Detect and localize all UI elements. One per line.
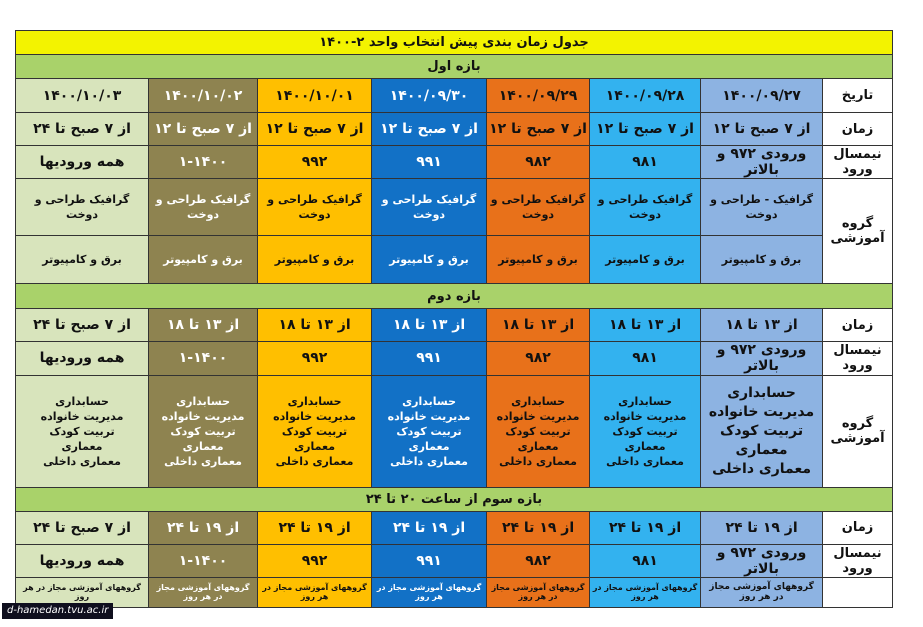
p3-time-cell-1 (701, 511, 823, 544)
p3-entry-cell-5 (258, 544, 372, 577)
p1-entry-cell-2-text: ۹۸۱ (632, 154, 658, 171)
date-cell-5 (258, 79, 372, 113)
p3-entry-cell-7 (16, 544, 149, 577)
schedule-table (15, 30, 893, 608)
p1-groupA-cell-3-text: گرافیک طراحی و دوخت (490, 193, 586, 222)
p3-group-cell-5-text: گروههای آموزشی مجاز در هر روز (262, 583, 367, 602)
p3-time-cell-2-text: از ۱۹ تا ۲۴ (608, 519, 682, 536)
p3-group-cell-7-text: گروههای آموزشی مجاز در هر روز (23, 583, 141, 602)
p1-groupB-cell-4-text: برق و کامپیوتر (389, 253, 469, 267)
p1-entry-cell-6 (149, 146, 258, 179)
p3-time-cell-6 (149, 511, 258, 544)
p1-time-cell-1 (701, 113, 823, 146)
p3-group-cell-2 (590, 577, 701, 607)
p3-entry-cell-4-text: ۹۹۱ (416, 552, 442, 569)
p2-group-cell-4 (372, 375, 487, 487)
p1-groupB-cell-6 (149, 236, 258, 284)
p1-time-cell-6-text: از ۷ صبح تا ۱۲ (154, 121, 252, 138)
date-cell-3 (487, 79, 590, 113)
p3-time-cell-3-text: از ۱۹ تا ۲۴ (501, 519, 575, 536)
p1-groupA-cell-6 (149, 179, 258, 236)
p3-time-cell-7-text: از ۷ صبح تا ۲۴ (33, 519, 131, 536)
p3-time-cell-6-text: از ۱۹ تا ۲۴ (166, 519, 240, 536)
date-cell-7 (16, 79, 149, 113)
row-label-entry-text: نیمسال ورود (833, 343, 882, 374)
row-label-entry-text: نیمسال ورود (833, 147, 882, 178)
p1-groupB-cell-6-text: برق و کامپیوتر (163, 253, 243, 267)
date-cell-1 (701, 79, 823, 113)
p1-entry-cell-7-text: همه ورودیها (39, 154, 125, 171)
p3-entry-cell-3-text: ۹۸۲ (525, 552, 551, 569)
p1-groupA-cell-7-text: گرافیک طراحی و دوخت (34, 193, 130, 222)
p1-groupA-cell-2-text: گرافیک طراحی و دوخت (597, 193, 693, 222)
p3-entry-cell-6-text: ۱-۱۴۰۰ (178, 552, 228, 569)
p2-group-cell-3 (487, 375, 590, 487)
date-cell-2-text: ۱۴۰۰/۰۹/۲۸ (605, 87, 685, 104)
date-cell-3-text: ۱۴۰۰/۰۹/۲۹ (498, 87, 578, 104)
p1-groupA-cell-7 (16, 179, 149, 236)
p3-time-cell-2 (590, 511, 701, 544)
p1-entry-cell-5 (258, 146, 372, 179)
p2-time-cell-7-text: از ۷ صبح تا ۲۴ (33, 317, 131, 334)
p1-time-cell-4 (372, 113, 487, 146)
date-cell-6-text: ۱۴۰۰/۱۰/۰۲ (163, 87, 243, 104)
p2-time-cell-2 (590, 309, 701, 342)
p1-entry-cell-6-text: ۱-۱۴۰۰ (178, 154, 228, 171)
p2-time-cell-4-text: از ۱۳ تا ۱۸ (392, 317, 466, 334)
date-cell-2 (590, 79, 701, 113)
p1-groupB-cell-1 (701, 236, 823, 284)
p2-group-cell-2 (590, 375, 701, 487)
date-cell-4-text: ۱۴۰۰/۰۹/۳۰ (389, 87, 469, 104)
p3-group-cell-1 (701, 577, 823, 607)
p2-time-cell-1 (701, 309, 823, 342)
p2-group-cell-4-text: حسابداری مدیریت خانواده تربیت کودک معماری معماری داخلی (387, 394, 471, 468)
p2-time-cell-1-text: از ۱۳ تا ۱۸ (725, 317, 798, 334)
p2-time-cell-7 (16, 309, 149, 342)
p1-time-cell-1-text: از ۷ صبح تا ۱۲ (712, 121, 811, 138)
p3-group-cell-3 (487, 577, 590, 607)
p3-group-cell-3-text: گروههای آموزشی مجاز در هر روز (491, 583, 585, 602)
p3-entry-cell-3 (487, 544, 590, 577)
p1-time-cell-3 (487, 113, 590, 146)
p2-entry-cell-4 (372, 342, 487, 375)
p1-entry-cell-1-text: ورودی ۹۷۲ و بالاتر (716, 146, 807, 179)
p2-entry-cell-1-text: ورودی ۹۷۲ و بالاتر (716, 342, 807, 375)
p2-group-cell-7 (16, 375, 149, 487)
p2-entry-cell-5 (258, 342, 372, 375)
p3-group-cell-5 (258, 577, 372, 607)
period3-header (16, 487, 893, 511)
p1-time-cell-7 (16, 113, 149, 146)
p1-time-cell-2 (590, 113, 701, 146)
p2-entry-cell-7 (16, 342, 149, 375)
row-label-time-text: زمان (841, 121, 874, 137)
row-label-group (823, 375, 893, 487)
row-label-time (823, 113, 893, 146)
date-cell-4 (372, 79, 487, 113)
p1-entry-cell-5-text: ۹۹۲ (301, 154, 328, 171)
p2-group-cell-7-text: حسابداری مدیریت خانواده تربیت کودک معماری معماری داخلی (40, 394, 124, 468)
p1-entry-cell-3 (487, 146, 590, 179)
p2-time-cell-2-text: از ۱۳ تا ۱۸ (608, 317, 682, 334)
row-label-time (823, 511, 893, 544)
p3-time-cell-4 (372, 511, 487, 544)
p2-time-cell-6-text: از ۱۳ تا ۱۸ (166, 317, 240, 334)
p3-entry-cell-7-text: همه ورودیها (39, 552, 125, 569)
p2-entry-cell-6 (149, 342, 258, 375)
p1-entry-cell-4-text: ۹۹۱ (416, 154, 442, 171)
p1-entry-cell-4 (372, 146, 487, 179)
p2-group-cell-5-text: حسابداری مدیریت خانواده تربیت کودک معماری معماری داخلی (273, 394, 356, 468)
p3-entry-cell-2-text: ۹۸۱ (632, 552, 658, 569)
p2-entry-cell-5-text: ۹۹۲ (301, 350, 328, 367)
p1-groupA-cell-6-text: گرافیک طراحی و دوخت (155, 193, 251, 222)
p1-time-cell-2-text: از ۷ صبح تا ۱۲ (596, 121, 694, 138)
row-label-group (823, 179, 893, 284)
p2-entry-cell-1 (701, 342, 823, 375)
p1-groupA-cell-1 (701, 179, 823, 236)
p1-time-cell-5 (258, 113, 372, 146)
p1-entry-cell-1 (701, 146, 823, 179)
p1-groupB-cell-3 (487, 236, 590, 284)
p2-time-cell-6 (149, 309, 258, 342)
p1-groupB-cell-7 (16, 236, 149, 284)
p1-groupA-cell-4-text: گرافیک طراحی و دوخت (381, 193, 477, 222)
p3-entry-cell-5-text: ۹۹۲ (301, 552, 328, 569)
p3-time-cell-7 (16, 511, 149, 544)
p3-group-cell-4-text: گروههای آموزشی مجاز در هر روز (376, 583, 482, 602)
p2-group-cell-3-text: حسابداری مدیریت خانواده تربیت کودک معماری معماری داخلی (496, 394, 580, 468)
p1-groupA-cell-5 (258, 179, 372, 236)
p3-entry-cell-6 (149, 544, 258, 577)
p2-entry-cell-6-text: ۱-۱۴۰۰ (178, 350, 228, 367)
table-title (16, 31, 893, 55)
p3-entry-cell-2 (590, 544, 701, 577)
p1-time-cell-3-text: از ۷ صبح تا ۱۲ (489, 121, 587, 138)
p2-group-cell-1 (701, 375, 823, 487)
period1-header (16, 55, 893, 79)
period2-header (16, 284, 893, 309)
p2-time-cell-4 (372, 309, 487, 342)
row-label-empty (823, 577, 893, 607)
p1-groupA-cell-1-text: گرافیک - طراحی و دوخت (710, 193, 813, 222)
p2-group-cell-2-text: حسابداری مدیریت خانواده تربیت کودک معماری معماری داخلی (603, 394, 687, 468)
p2-entry-cell-2-text: ۹۸۱ (632, 350, 658, 367)
p1-groupA-cell-2 (590, 179, 701, 236)
date-cell-7-text: ۱۴۰۰/۱۰/۰۳ (42, 87, 122, 104)
date-cell-1-text: ۱۴۰۰/۰۹/۲۷ (722, 87, 801, 104)
period1-header-text: بازه اول (427, 59, 481, 75)
p1-time-cell-7-text: از ۷ صبح تا ۲۴ (33, 121, 131, 138)
p1-groupA-cell-5-text: گرافیک طراحی و دوخت (267, 193, 362, 222)
p3-entry-cell-1-text: ورودی ۹۷۲ و بالاتر (716, 544, 807, 577)
p1-groupB-cell-7-text: برق و کامپیوتر (42, 253, 122, 267)
p3-time-cell-3 (487, 511, 590, 544)
p3-group-cell-6-text: گروههای آموزشی مجاز در هر روز (156, 583, 250, 602)
p3-time-cell-1-text: از ۱۹ تا ۲۴ (725, 519, 798, 536)
p1-entry-cell-2 (590, 146, 701, 179)
p2-group-cell-1-text: حسابداری مدیریت خانواده تربیت کودک معماری معماری داخلی (708, 384, 815, 477)
p1-groupB-cell-1-text: برق و کامپیوتر (721, 253, 802, 267)
date-cell-6 (149, 79, 258, 113)
p2-entry-cell-3 (487, 342, 590, 375)
p2-entry-cell-3-text: ۹۸۲ (525, 350, 551, 367)
p1-entry-cell-3-text: ۹۸۲ (525, 154, 551, 171)
row-label-date-text: تاریخ (841, 88, 874, 104)
p3-entry-cell-4 (372, 544, 487, 577)
row-label-entry (823, 544, 893, 577)
period2-header-text: بازه دوم (427, 288, 481, 304)
p1-groupB-cell-3-text: برق و کامپیوتر (498, 253, 578, 267)
p3-time-cell-5-text: از ۱۹ تا ۲۴ (278, 519, 351, 536)
p2-group-cell-6 (149, 375, 258, 487)
p2-time-cell-5-text: از ۱۳ تا ۱۸ (278, 317, 351, 334)
p3-group-cell-4 (372, 577, 487, 607)
period3-header-text: بازه سوم از ساعت ۲۰ تا ۲۴ (365, 491, 543, 507)
p2-entry-cell-4-text: ۹۹۱ (416, 350, 442, 367)
p3-group-cell-6 (149, 577, 258, 607)
p1-groupB-cell-5-text: برق و کامپیوتر (274, 253, 355, 267)
date-cell-5-text: ۱۴۰۰/۱۰/۰۱ (275, 87, 354, 104)
p1-time-cell-4-text: از ۷ صبح تا ۱۲ (380, 121, 478, 138)
p1-time-cell-6 (149, 113, 258, 146)
p2-entry-cell-7-text: همه ورودیها (39, 350, 125, 367)
p1-groupA-cell-4 (372, 179, 487, 236)
p3-time-cell-4-text: از ۱۹ تا ۲۴ (392, 519, 466, 536)
p2-entry-cell-2 (590, 342, 701, 375)
p3-time-cell-5 (258, 511, 372, 544)
p3-group-cell-1-text: گروههای آموزشی مجاز در هر روز (709, 582, 814, 603)
row-label-date (823, 79, 893, 113)
p2-time-cell-5 (258, 309, 372, 342)
row-label-entry-text: نیمسال ورود (833, 545, 882, 576)
row-label-time-text: زمان (841, 520, 874, 536)
p2-time-cell-3 (487, 309, 590, 342)
row-label-time (823, 309, 893, 342)
p1-time-cell-5-text: از ۷ صبح تا ۱۲ (265, 121, 364, 138)
row-label-group-text: گروه آموزشی (830, 216, 885, 247)
row-label-entry (823, 146, 893, 179)
p1-groupB-cell-5 (258, 236, 372, 284)
p3-entry-cell-1 (701, 544, 823, 577)
p1-groupB-cell-4 (372, 236, 487, 284)
table-title-text: جدول زمان بندی پیش انتخاب واحد ۲-۱۴۰۰ (319, 35, 589, 51)
row-label-entry (823, 342, 893, 375)
p2-group-cell-5 (258, 375, 372, 487)
row-label-group-text: گروه آموزشی (830, 416, 885, 447)
p1-groupB-cell-2 (590, 236, 701, 284)
p3-group-cell-2-text: گروههای آموزشی مجاز در هر روز (592, 583, 698, 602)
p2-time-cell-3-text: از ۱۳ تا ۱۸ (501, 317, 575, 334)
p2-group-cell-6-text: حسابداری مدیریت خانواده تربیت کودک معماری معماری داخلی (161, 394, 245, 468)
row-label-time-text: زمان (841, 317, 874, 333)
p1-groupA-cell-3 (487, 179, 590, 236)
website-link[interactable]: d-hamedan.tvu.ac.ir (2, 603, 113, 619)
p1-groupB-cell-2-text: برق و کامپیوتر (605, 253, 685, 267)
p1-entry-cell-7 (16, 146, 149, 179)
